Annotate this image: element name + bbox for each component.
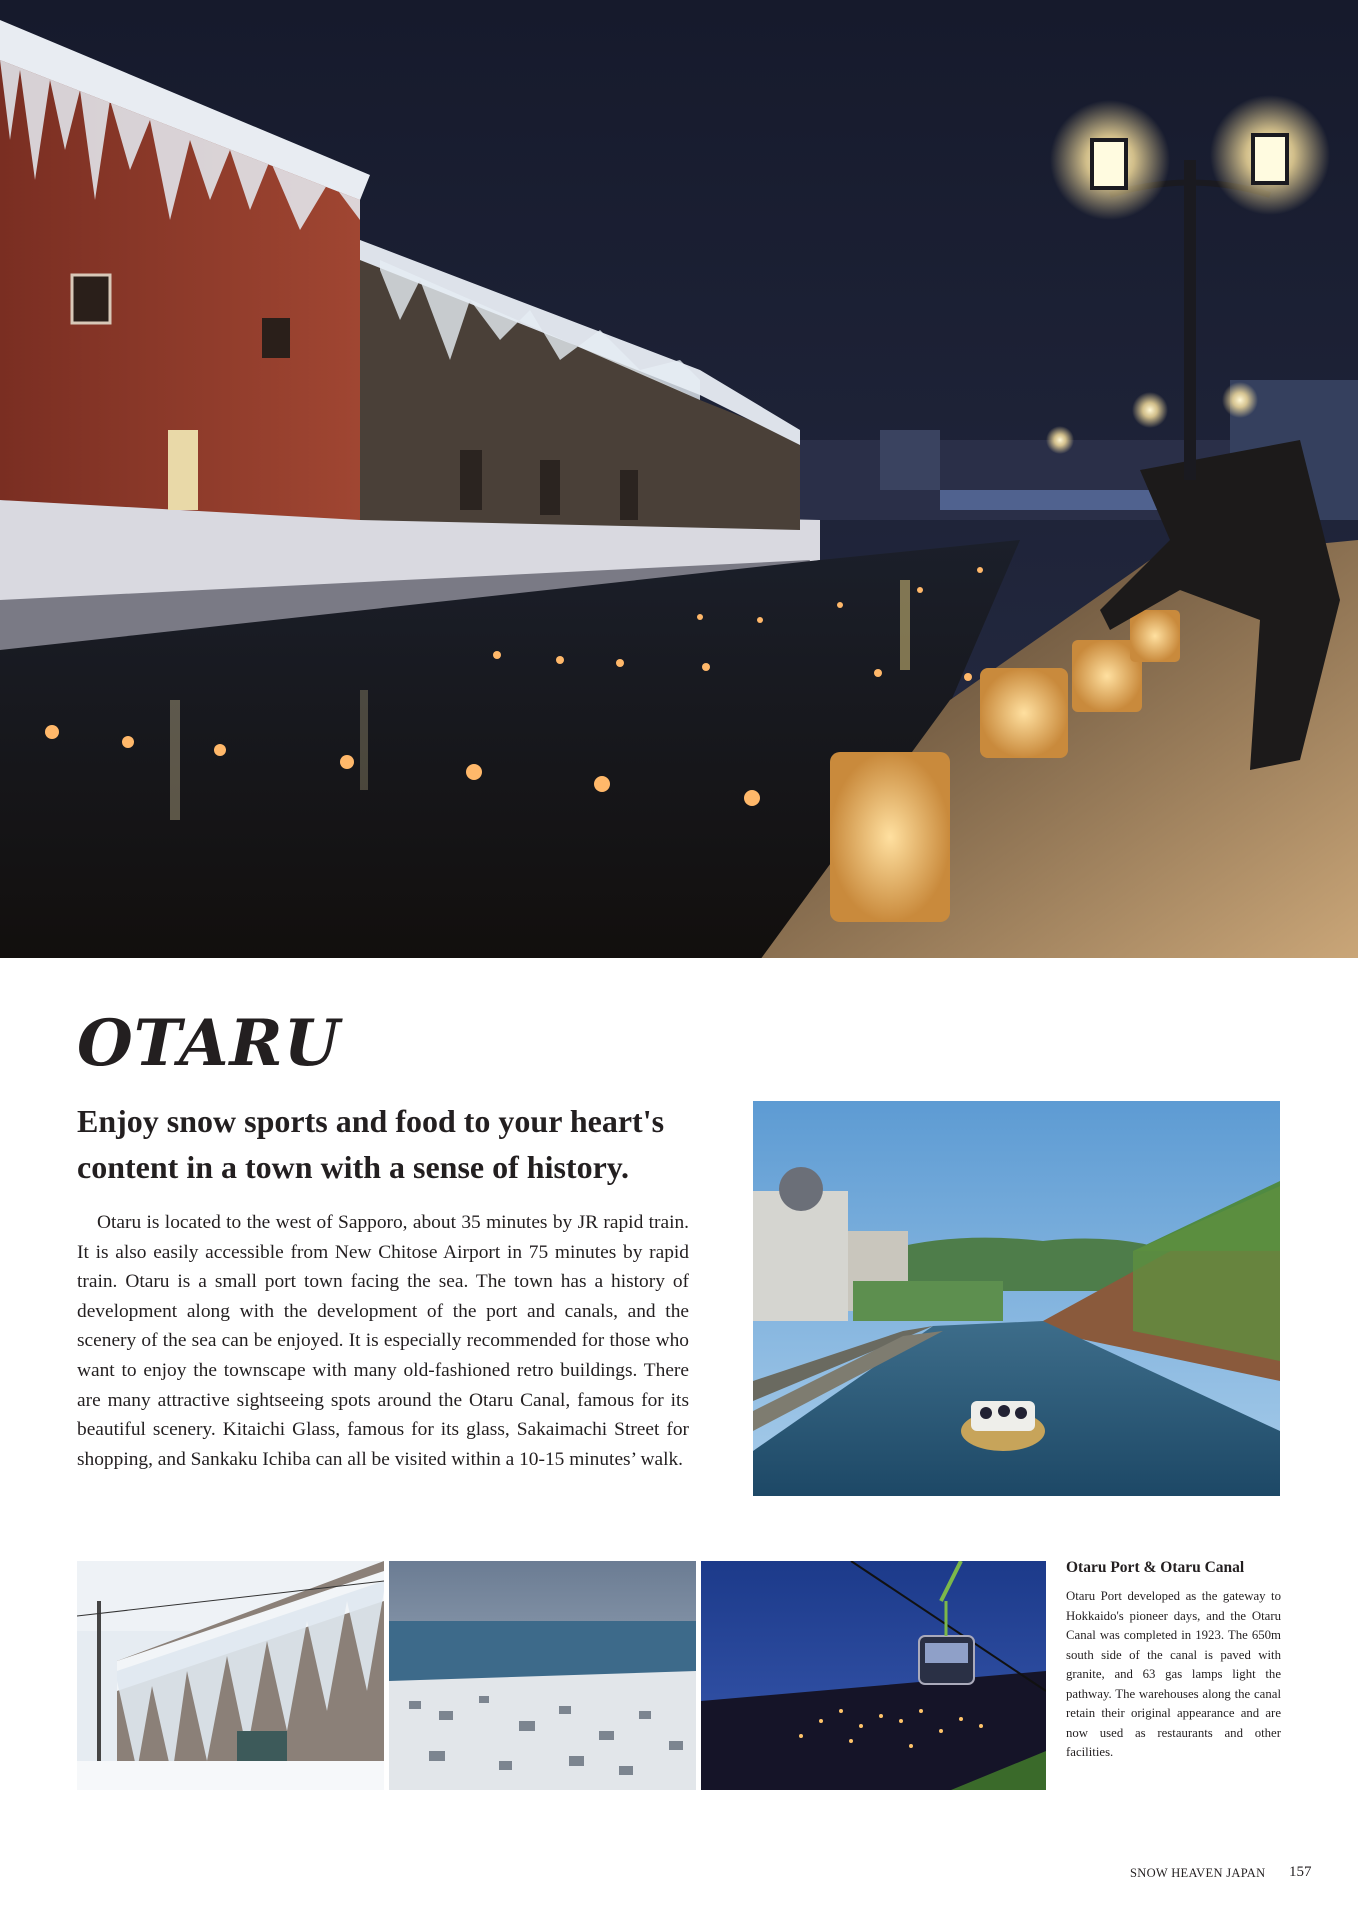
photo-otaru-city-winter-view [389,1561,696,1790]
photo-otaru-canal-daytime [753,1101,1280,1496]
photo-icicles-warehouse [77,1561,384,1790]
caption-text: Otaru Port developed as the gateway to Hokkaido's pioneer days, and the Otaru Canal was completed in 1923. The 650m south side of the canal is paved with granite, and 63 gas lamps light the pathway. The warehouses along the canal retain their original appearance and are now used as restaurants and other facilities. [1066,1589,1281,1759]
article-title: OTARU [77,1006,341,1081]
hero-photo-graphic [0,0,1358,958]
article-body: Otaru is located to the west of Sapporo, about 35 minutes by JR rapid train. It is also easily accessible from New Chitose Airport in 75 minutes by rapid train. Otaru is a small port town facing the sea. The town has a history of development along with the development of the port and canals, and the scenery of the sea can be enjoyed. It is especially recommended for those who want to enjoy the townscape with many old-fashioned retro buildings. There are many attractive sightseeing spots around the Otaru Canal, famous for its beautiful scenery. Kitaichi Glass, famous for its glass, Sakaimachi Street for shopping, and Sankaku Ichiba can all be visited within a 10-15 minutes’ walk. [77,1212,689,1470]
footer-magazine-name: SNOW HEAVEN JAPAN [1130,1866,1266,1880]
subtitle-line-1: Enjoy snow sports and food to your heart's [77,1103,665,1139]
footer-page-number: 157 [1289,1864,1312,1880]
hero-photo-otaru-canal-night [0,0,1358,958]
icicle-photo-graphic [77,1561,384,1790]
caption-title: Otaru Port & Otaru Canal [1066,1559,1245,1576]
canal-photo-graphic [753,1101,1280,1496]
ropeway-photo-graphic [701,1561,1046,1790]
photo-ropeway-night-view [701,1561,1046,1790]
article-subtitle [77,1098,697,1190]
city-photo-graphic [389,1561,696,1790]
subtitle-line-2: content in a town with a sense of history. [77,1149,630,1185]
